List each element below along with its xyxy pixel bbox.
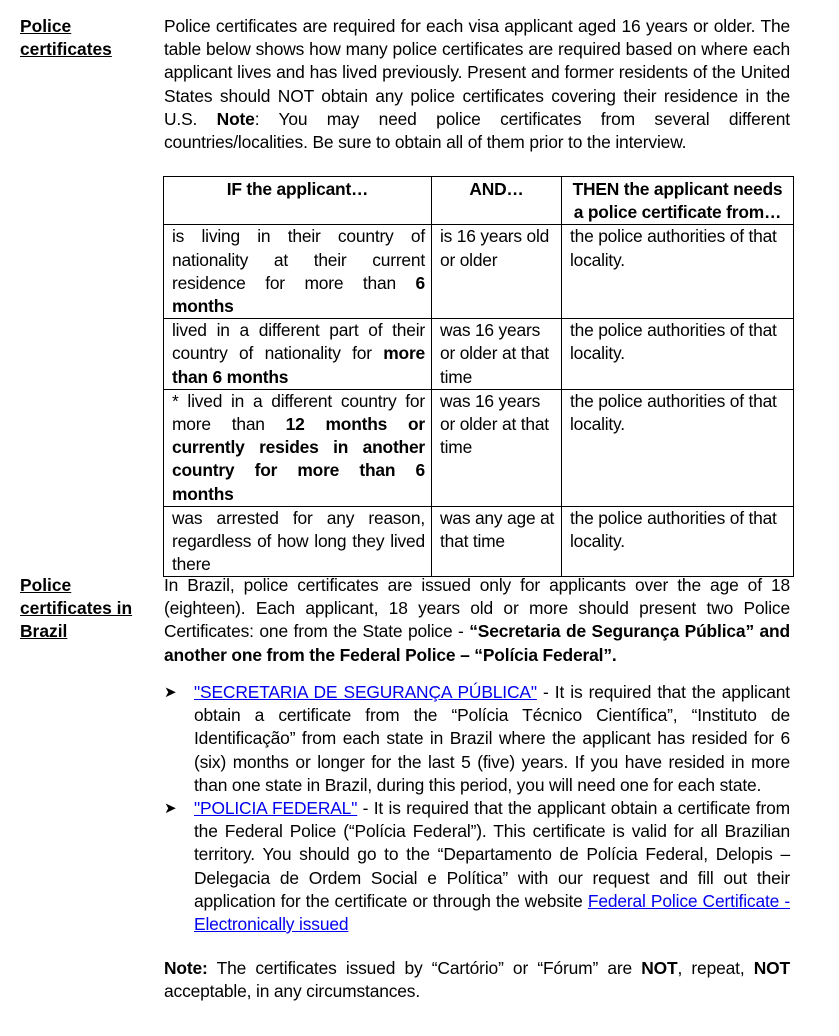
federal-police-certificate-link[interactable]: Federal Police Certificate - Electronically issued: [194, 890, 790, 935]
note-emphasis: NOT: [641, 958, 678, 978]
requirements-list: [164, 681, 790, 936]
section-heading-police-certificates: [20, 15, 150, 61]
note-text: : You may need police certificates from several different countries/localities. Be sure to obtain all of them prior to the interview.: [164, 108, 790, 153]
column-header-then: THEN the applicant needs a police certificate from…: [562, 177, 794, 225]
table-row: [164, 506, 794, 577]
table-cell-and: was any age at that time: [432, 506, 562, 577]
table-cell-condition: [164, 506, 432, 577]
section-heading-police-certificates-brazil: [20, 574, 150, 643]
list-item: [164, 681, 790, 797]
table-cell-then: the police authorities of that locality.: [562, 225, 794, 319]
intro-paragraph: [164, 15, 790, 154]
table-row: [164, 319, 794, 390]
table-cell-then: the police authorities of that locality.: [562, 319, 794, 390]
cell-text: lived in a different part of their country of nationality for: [172, 320, 425, 364]
table-header-row: [164, 177, 794, 225]
bullet-text: - It is required that the applicant obtain a certificate from the “Polícia Técnico Científica”, “Instituto de Identificação” from each state in Brazil where the applicant has resided for 6 (six) months or longer for the last 5 (five) years. If you have resided in more than one state in Brazil, during this period, you will need one for each state.: [194, 682, 790, 795]
table-cell-then: the police authorities of that locality.: [562, 389, 794, 506]
note-text: The certificates issued by “Cartório” or “Fórum” are: [207, 958, 642, 978]
table-row: [164, 225, 794, 319]
column-header-if: IF the applicant…: [164, 177, 432, 225]
table-cell-condition: [164, 319, 432, 390]
brazil-intro-text: In Brazil, police certificates are issued only for applicants over the age of 18 (eighteen). Each applicant, 18 years old or more should present two Police Certificates: one from the State police -: [164, 575, 790, 642]
table-cell-condition: [164, 389, 432, 506]
arrow-bullet-icon: ➤: [164, 684, 177, 701]
heading-line: certificates: [20, 39, 112, 59]
note-emphasis: NOT: [753, 958, 790, 978]
table-row: [164, 389, 794, 506]
note-label: Note: [216, 108, 255, 129]
note-text: , repeat,: [677, 958, 754, 978]
secretaria-link[interactable]: "SECRETARIA DE SEGURANÇA PÚBLICA": [194, 682, 537, 702]
bullet-text: - It is required that the applicant obtain a certificate from the Federal Police (“Polícia Federal”). This certificate is valid for all Brazilian territory. You should go to the “Departamento de Polícia Federal, Delopis – Delegacia de Ordem Social e Política” with our request and fill out their application for the certificate or through the website: [194, 798, 790, 911]
heading-line: Police: [20, 16, 72, 36]
table-cell-condition: [164, 225, 432, 319]
final-note: [164, 957, 790, 1003]
table-cell-and: was 16 years or older at that time: [432, 319, 562, 390]
heading-line: certificates in: [20, 598, 133, 618]
intro-text: Police certificates are required for each visa applicant aged 16 years or older. The table below shows how many police certificates are required based on where each applicant lives and has lived previously. Present and former residents of the United States should NOT obtain any police certificates covering their residence in the U.S.: [164, 16, 790, 129]
policia-federal-link[interactable]: "POLICIA FEDERAL": [194, 798, 358, 819]
heading-line: Police: [20, 575, 72, 595]
heading-line: Brazil: [20, 621, 68, 641]
cell-text: is living in their country of nationality at their current residence for more than: [172, 226, 425, 293]
table-cell-then: the police authorities of that locality.: [562, 506, 794, 577]
police-certificate-table: [163, 176, 794, 577]
arrow-bullet-icon: ➤: [164, 800, 177, 818]
cell-bold-text: more than 6 months: [172, 343, 425, 387]
note-label: Note:: [164, 958, 208, 978]
cell-bold-text: 6 months: [172, 272, 425, 317]
table-cell-and: is 16 years old or older: [432, 225, 562, 319]
cell-text: was arrested for any reason, regardless of how long they lived there: [172, 507, 425, 575]
brazil-intro-bold: “Secretaria de Segurança Pública” and another one from the Federal Police – “Polícia Federal”.: [164, 621, 791, 665]
list-item: [164, 797, 790, 936]
note-text: acceptable, in any circumstances.: [164, 981, 421, 1002]
cell-text: * lived in a different country for more than: [172, 390, 425, 435]
brazil-intro-paragraph: [164, 574, 790, 667]
cell-bold-text: 12 months or currently resides in another country for more than 6 months: [172, 414, 425, 504]
table-cell-and: was 16 years or older at that time: [432, 389, 562, 506]
column-header-and: AND…: [432, 177, 562, 225]
